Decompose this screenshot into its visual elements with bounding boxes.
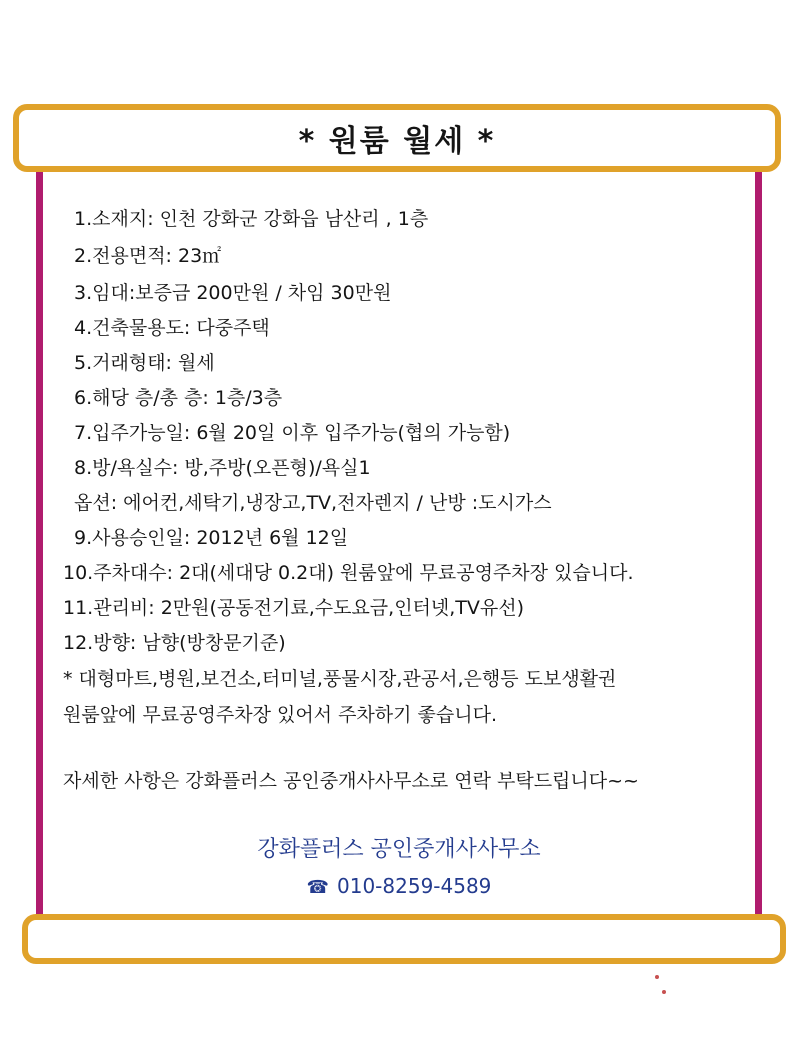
- title-banner: [13, 104, 781, 172]
- detail-area: 2.전용면적: 23㎡: [74, 245, 222, 267]
- detail-options: 옵션: 에어컨,세탁기,냉장고,TV,전자렌지 / 난방 :도시가스: [74, 492, 552, 514]
- scan-speck: [662, 990, 666, 994]
- listing-box: [36, 172, 762, 916]
- footer-banner: [22, 914, 786, 964]
- detail-rooms: 8.방/욕실수: 방,주방(오픈형)/욕실1: [74, 457, 371, 479]
- scan-speck: [655, 975, 659, 979]
- detail-location: 1.소재지: 인천 강화군 강화읍 남산리 , 1층: [74, 208, 429, 230]
- detail-parking: 10.주차대수: 2대(세대당 0.2대) 원룸앞에 무료공영주차장 있습니다.: [63, 562, 634, 584]
- detail-rent: 3.임대:보증금 200만원 / 차임 30만원: [74, 282, 392, 304]
- detail-deal-type: 5.거래형태: 월세: [74, 352, 215, 374]
- note-parking: 원룸앞에 무료공영주차장 있어서 주차하기 좋습니다.: [63, 704, 497, 726]
- detail-management-fee: 11.관리비: 2만원(공동전기료,수도요금,인터넷,TV유선): [63, 597, 525, 619]
- detail-move-in: 7.입주가능일: 6월 20일 이후 입주가능(협의 가능함): [74, 422, 511, 444]
- phone-number-line: [43, 874, 755, 898]
- page-title: * 원룸 월세 *: [298, 124, 496, 159]
- detail-approval-date: 9.사용승인일: 2012년 6월 12일: [74, 527, 349, 549]
- phone-number: 010-8259-4589: [337, 874, 492, 898]
- detail-direction: 12.방향: 남향(방창문기준): [63, 632, 286, 654]
- office-name: 강화플러스 공인중개사사무소: [257, 837, 541, 862]
- detail-floor: 6.해당 층/총 층: 1층/3층: [74, 387, 283, 409]
- inquiry-text: 자세한 사항은 강화플러스 공인중개사사무소로 연락 부탁드립니다~~: [63, 770, 639, 792]
- phone-icon: ☎: [306, 877, 329, 898]
- note-amenities: * 대형마트,병원,보건소,터미널,풍물시장,관공서,은행등 도보생활권: [63, 668, 617, 690]
- detail-building-use: 4.건축물용도: 다중주택: [74, 317, 270, 339]
